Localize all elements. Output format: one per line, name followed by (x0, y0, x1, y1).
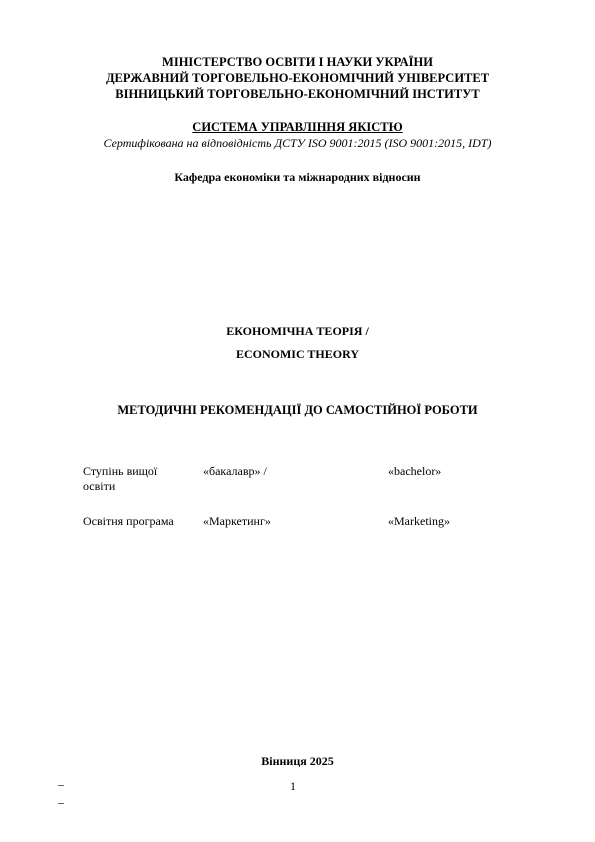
course-title-ua: ЕКОНОМІЧНА ТЕОРІЯ / (226, 324, 369, 338)
degree-label-line1: Ступінь вищої (83, 464, 158, 478)
program-value-ua: «Маркетинг» (203, 514, 271, 528)
degree-label-line2: освіти (83, 479, 116, 493)
certification-note: Сертифікована на відповідність ДСТУ ISO 9001:2015 (ISO 9001:2015, IDT) (103, 136, 492, 150)
program-label: Освітня програма (83, 514, 174, 528)
institute-heading: ВІННИЦЬКИЙ ТОРГОВЕЛЬНО-ЕКОНОМІЧНИЙ ІНСТИТУТ (115, 87, 480, 101)
degree-label (83, 464, 157, 494)
footer-dash-2: – (58, 795, 64, 809)
course-title-en: ECONOMIC THEORY (235, 347, 360, 361)
university-heading: ДЕРЖАВНИЙ ТОРГОВЕЛЬНО-ЕКОНОМІЧНИЙ УНІВЕРСИТЕТ (105, 71, 490, 85)
program-value-en: «Marketing» (388, 514, 450, 528)
degree-value-ua: «бакалавр» / (203, 464, 267, 478)
page-number: 1 (290, 779, 296, 793)
department-name: Кафедра економіки та міжнародних відносин (174, 170, 421, 184)
ministry-heading: МІНІСТЕРСТВО ОСВІТИ І НАУКИ УКРАЇНИ (162, 55, 433, 69)
city-year: Вінниця 2025 (261, 754, 334, 768)
footer-dash-1: – (58, 777, 64, 791)
degree-value-en: «bachelor» (388, 464, 442, 478)
quality-system-heading: СИСТЕМА УПРАВЛІННЯ ЯКІСТЮ (192, 120, 403, 134)
document-type-title: МЕТОДИЧНІ РЕКОМЕНДАЦІЇ ДО САМОСТІЙНОЇ РОБОТИ (117, 403, 478, 417)
